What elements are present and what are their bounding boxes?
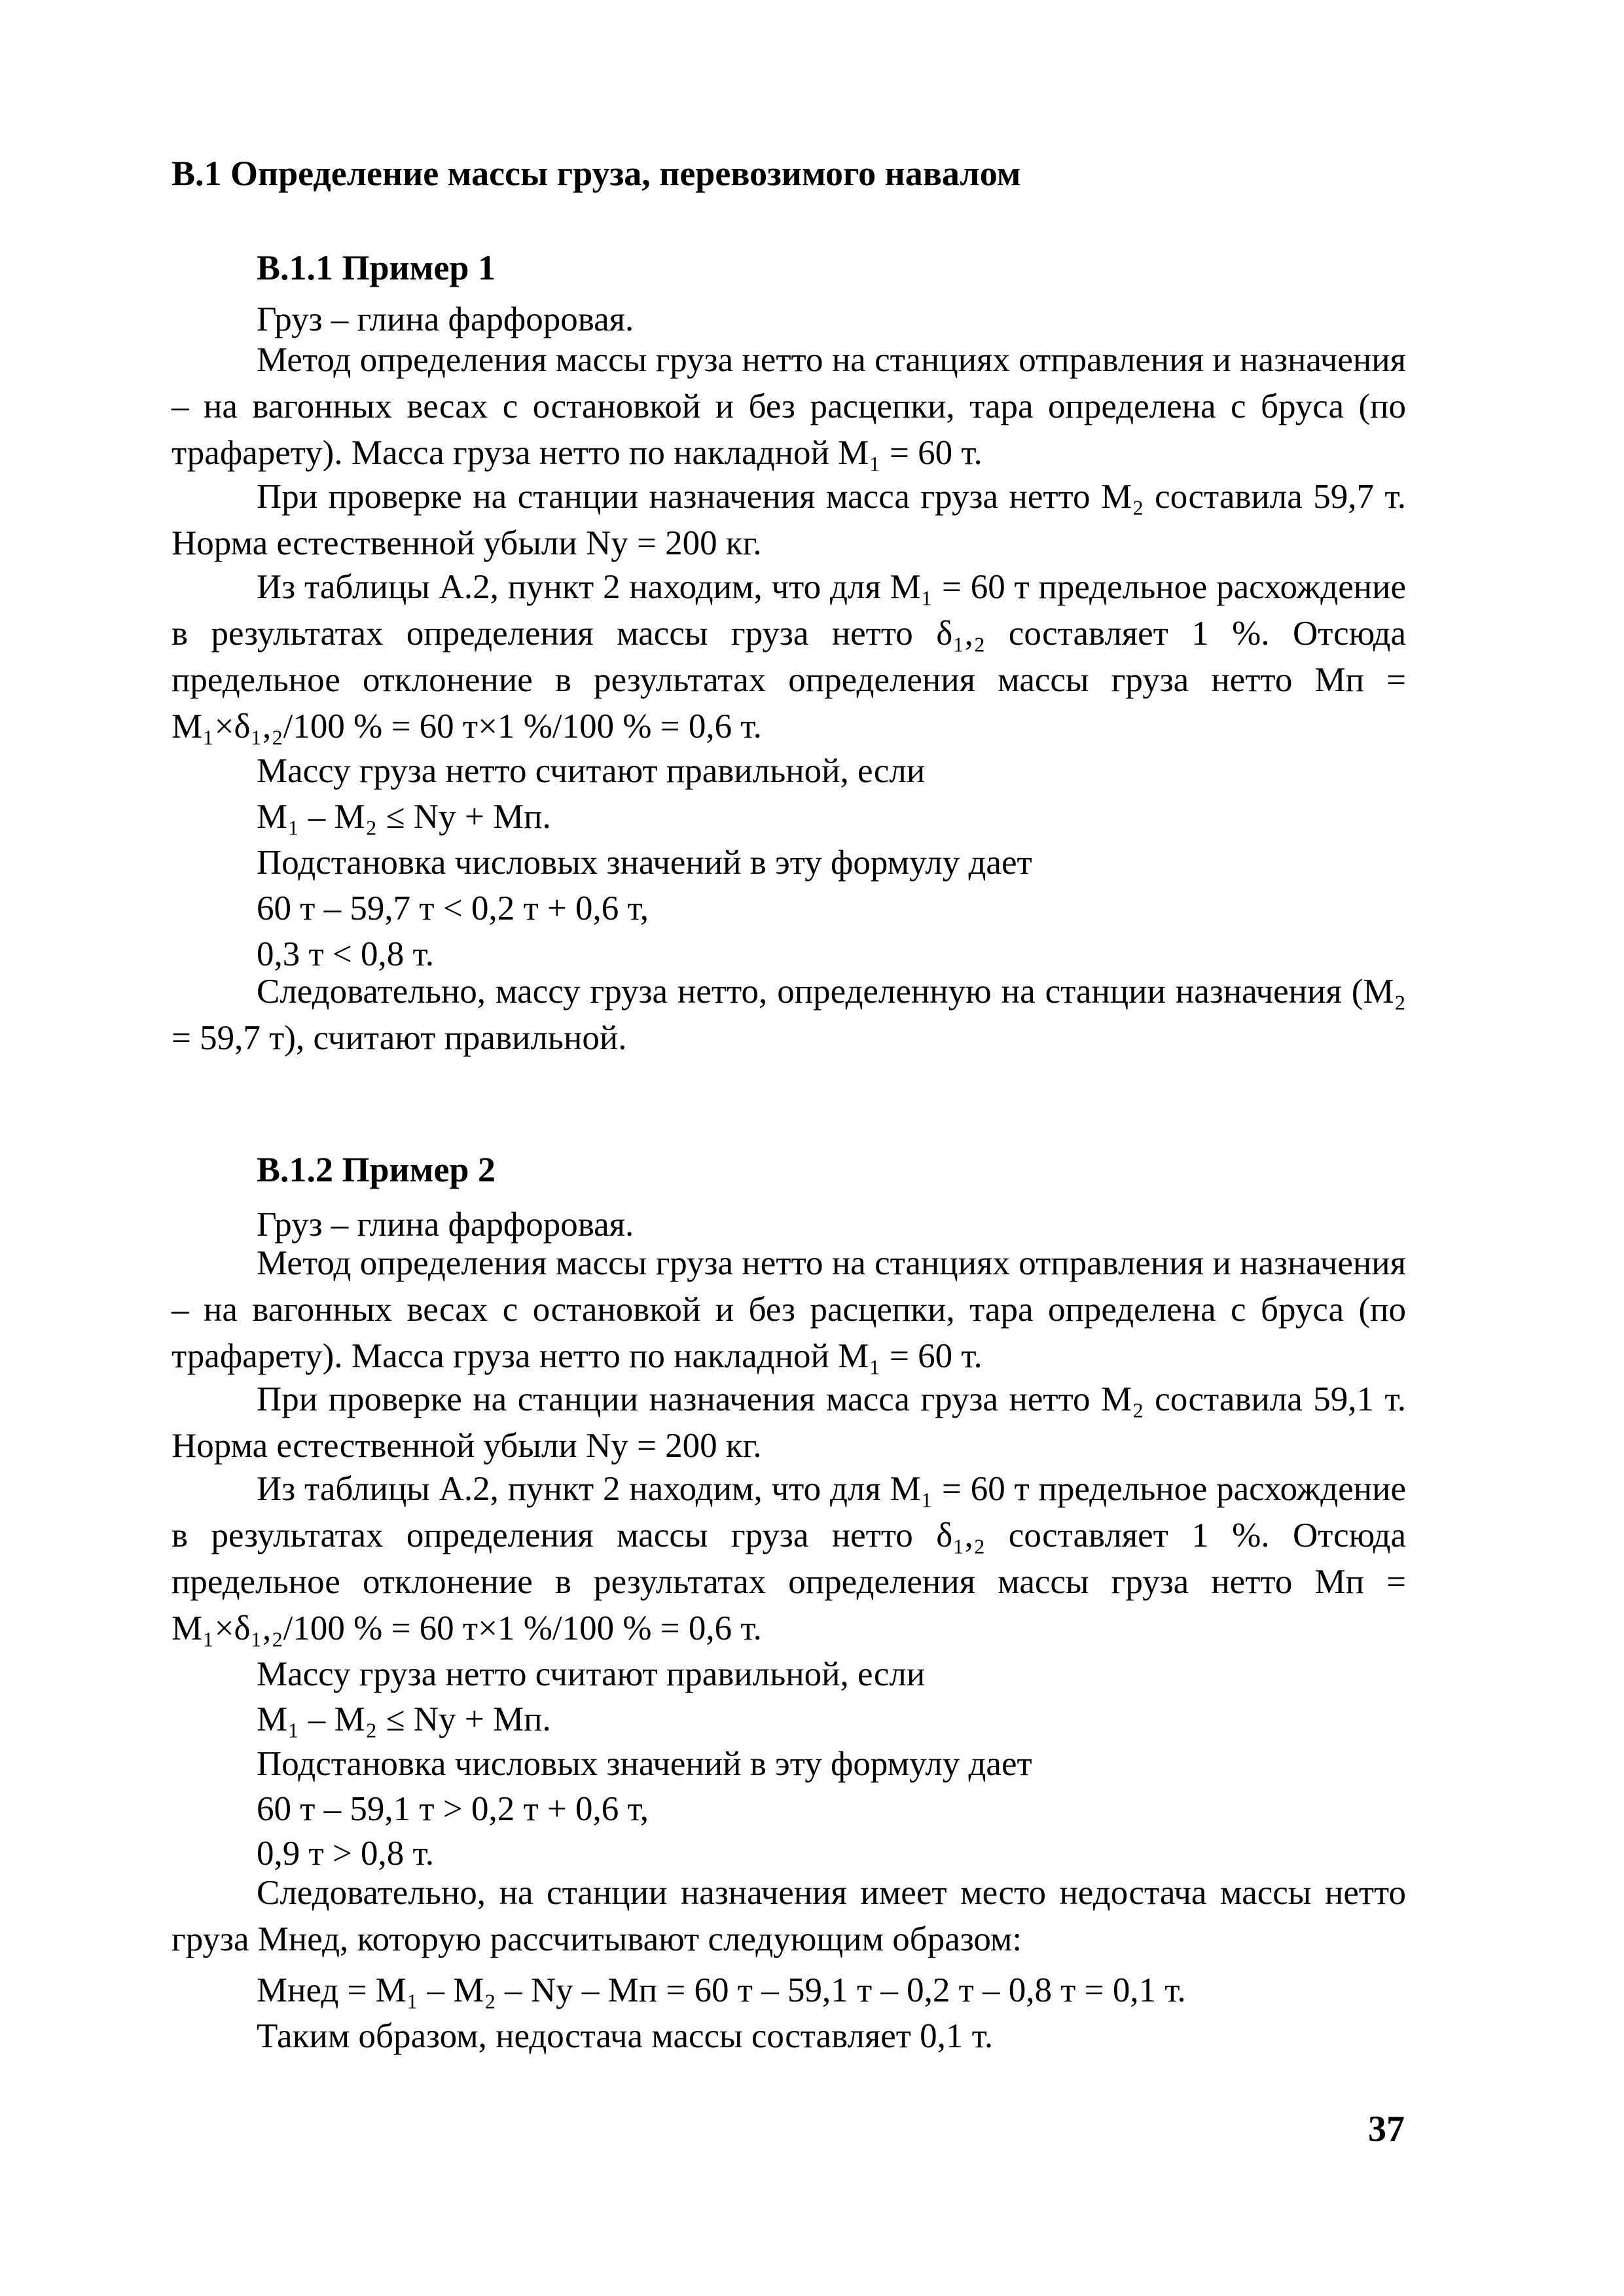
example-1-title: В.1.1 Пример 1	[257, 248, 496, 287]
example-1-substitution-intro: Подстановка числовых значений в эту формулу дает	[257, 844, 1032, 882]
example-1-table-reference: Из таблицы А.2, пункт 2 находим, что для М₁ = 60 т предельное расхождение в результатах определения массы груза нетто δ₁,₂ составляет 1 %. Отсюда предельное отклонение в результатах определения массы груза нетто Мп = М₁×δ₁,₂/100 % = 60 т×1 %/100 % = 0,6 т.	[171, 568, 1406, 745]
example-1-condition-formula: М₁ – М₂ ≤ Nу + Мп.	[257, 798, 551, 836]
example-2-substitution-line-1: 60 т – 59,1 т > 0,2 т + 0,6 т,	[257, 1790, 649, 1828]
example-1-substitution-line-1: 60 т – 59,7 т < 0,2 т + 0,6 т,	[257, 889, 649, 927]
example-2-condition-formula: М₁ – М₂ ≤ Nу + Мп.	[257, 1700, 551, 1738]
example-1-cargo: Груз – глина фарфоровая.	[257, 300, 634, 338]
example-2-substitution-line-2: 0,9 т > 0,8 т.	[257, 1835, 434, 1873]
example-1-check: При проверке на станции назначения масса груза нетто М₂ составила 59,7 т. Норма естественной убыли Nу = 200 кг.	[171, 478, 1406, 562]
example-1-conclusion: Следовательно, массу груза нетто, определенную на станции назначения (М₂ = 59,7 т), считают правильной.	[171, 973, 1406, 1057]
example-1-condition-intro: Массу груза нетто считают правильной, если	[257, 752, 926, 790]
example-1-substitution-line-2: 0,3 т < 0,8 т.	[257, 935, 434, 973]
example-2-condition-intro: Массу груза нетто считают правильной, если	[257, 1655, 926, 1693]
example-2-shortage-intro: Следовательно, на станции назначения имеет место недостача массы нетто груза Мнед, которую рассчитывают следующим образом:	[171, 1874, 1406, 1958]
example-2-conclusion: Таким образом, недостача массы составляет 0,1 т.	[257, 2017, 994, 2055]
example-2-method: Метод определения массы груза нетто на станциях отправления и назначения – на вагонных весах с остановкой и без расцепки, тара определена с бруса (по трафарету). Масса груза нетто по накладной М₁ = 60 т.	[171, 1244, 1406, 1375]
section-title: В.1 Определение массы груза, перевозимого навалом	[171, 154, 1021, 193]
example-2-title: В.1.2 Пример 2	[257, 1150, 496, 1189]
example-2-cargo: Груз – глина фарфоровая.	[257, 1206, 634, 1244]
example-2-check: При проверке на станции назначения масса груза нетто М₂ составила 59,1 т. Норма естественной убыли Nу = 200 кг.	[171, 1380, 1406, 1465]
example-2-table-reference: Из таблицы А.2, пункт 2 находим, что для М₁ = 60 т предельное расхождение в результатах определения массы груза нетто δ₁,₂ составляет 1 %. Отсюда предельное отклонение в результатах определения массы груза нетто Мп = М₁×δ₁,₂/100 % = 60 т×1 %/100 % = 0,6 т.	[171, 1470, 1406, 1647]
example-1-method: Метод определения массы груза нетто на станциях отправления и назначения – на вагонных весах с остановкой и без расцепки, тара определена с бруса (по трафарету). Масса груза нетто по накладной М₁ = 60 т.	[171, 341, 1406, 472]
page-number: 37	[1368, 2109, 1405, 2149]
example-2-shortage-formula: Мнед = М₁ – М₂ – Nу – Мп = 60 т – 59,1 т – 0,2 т – 0,8 т = 0,1 т.	[257, 1971, 1186, 2009]
example-2-substitution-intro: Подстановка числовых значений в эту формулу дает	[257, 1745, 1032, 1783]
